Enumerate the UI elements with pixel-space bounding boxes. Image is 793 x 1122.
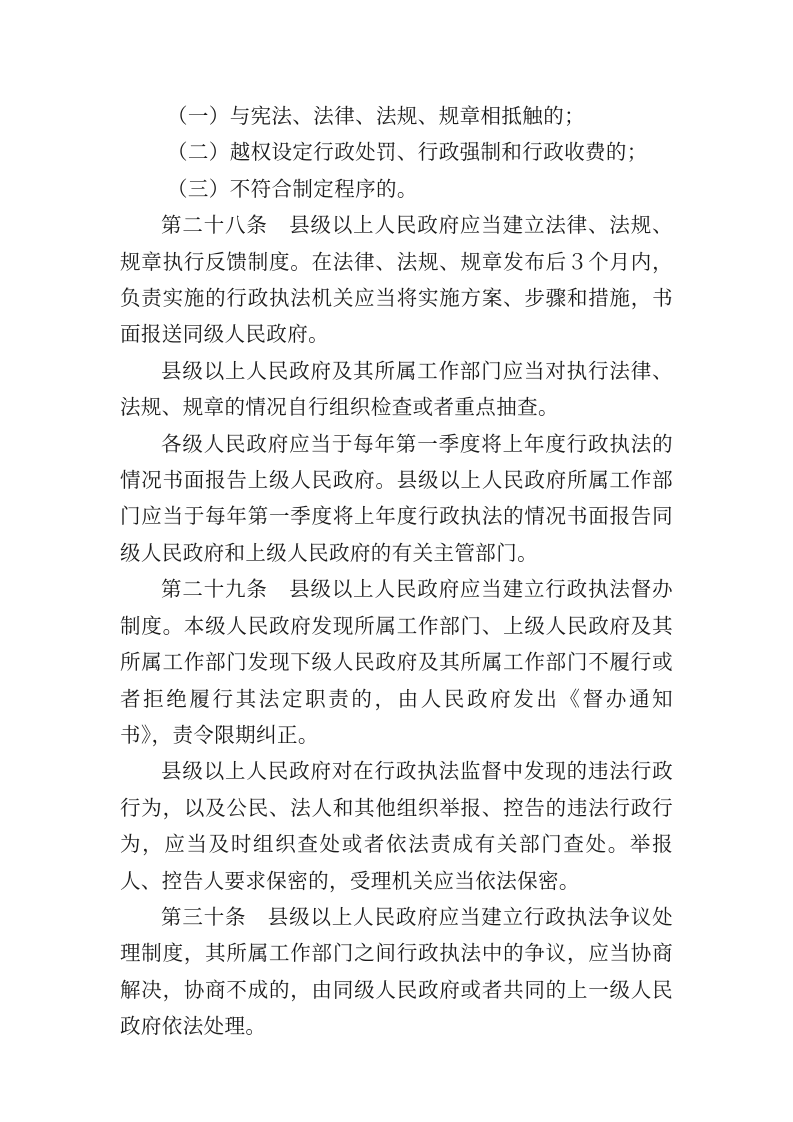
clause-item-2: （二）越权设定行政处罚、行政强制和行政收费的； [167, 140, 648, 165]
clause-item-1: （一）与宪法、法律、法规、规章相抵触的； [167, 104, 585, 128]
clause-item-3: （三）不符合制定程序的。 [167, 176, 418, 201]
article-30: 第三十条 县级以上人民政府应当建立行政执法争议处理制度，其所属工作部门之间行政执法中的争议，应当协商解决，协商不成的，由同级人民政府或者共同的上一级人民政府依法处理。 [120, 904, 673, 1039]
article-29-paragraph-2: 县级以上人民政府对在行政执法监督中发现的违法行政行为，以及公民、法人和其他组织举报、控告的违法行政行为，应当及时组织查处或者依法责成有关部门查处。举报人、控告人要求保密的，受理机关应当依法保密。 [120, 759, 673, 893]
article-28: 第二十八条 县级以上人民政府应当建立法律、法规、规章执行反馈制度。在法律、法规、规章发布后３个月内，负责实施的行政执法机关应当将实施方案、步骤和措施，书面报送同级人民政府。 [120, 213, 673, 347]
article-29: 第二十九条 县级以上人民政府应当建立行政执法督办制度。本级人民政府发现所属工作部门、上级人民政府及其所属工作部门发现下级人民政府及其所属工作部门不履行或者拒绝履行其法定职责的，由人民政府发出《督办通知书》，责令限期纠正。 [120, 577, 673, 747]
article-28-paragraph-2: 县级以上人民政府及其所属工作部门应当对执行法律、法规、规章的情况自行组织检查或者重点抽查。 [120, 358, 673, 420]
article-28-paragraph-3: 各级人民政府应当于每年第一季度将上年度行政执法的情况书面报告上级人民政府。县级以上人民政府所属工作部门应当于每年第一季度将上年度行政执法的情况书面报告同级人民政府和上级人民政府的有关主管部门。 [120, 431, 673, 565]
